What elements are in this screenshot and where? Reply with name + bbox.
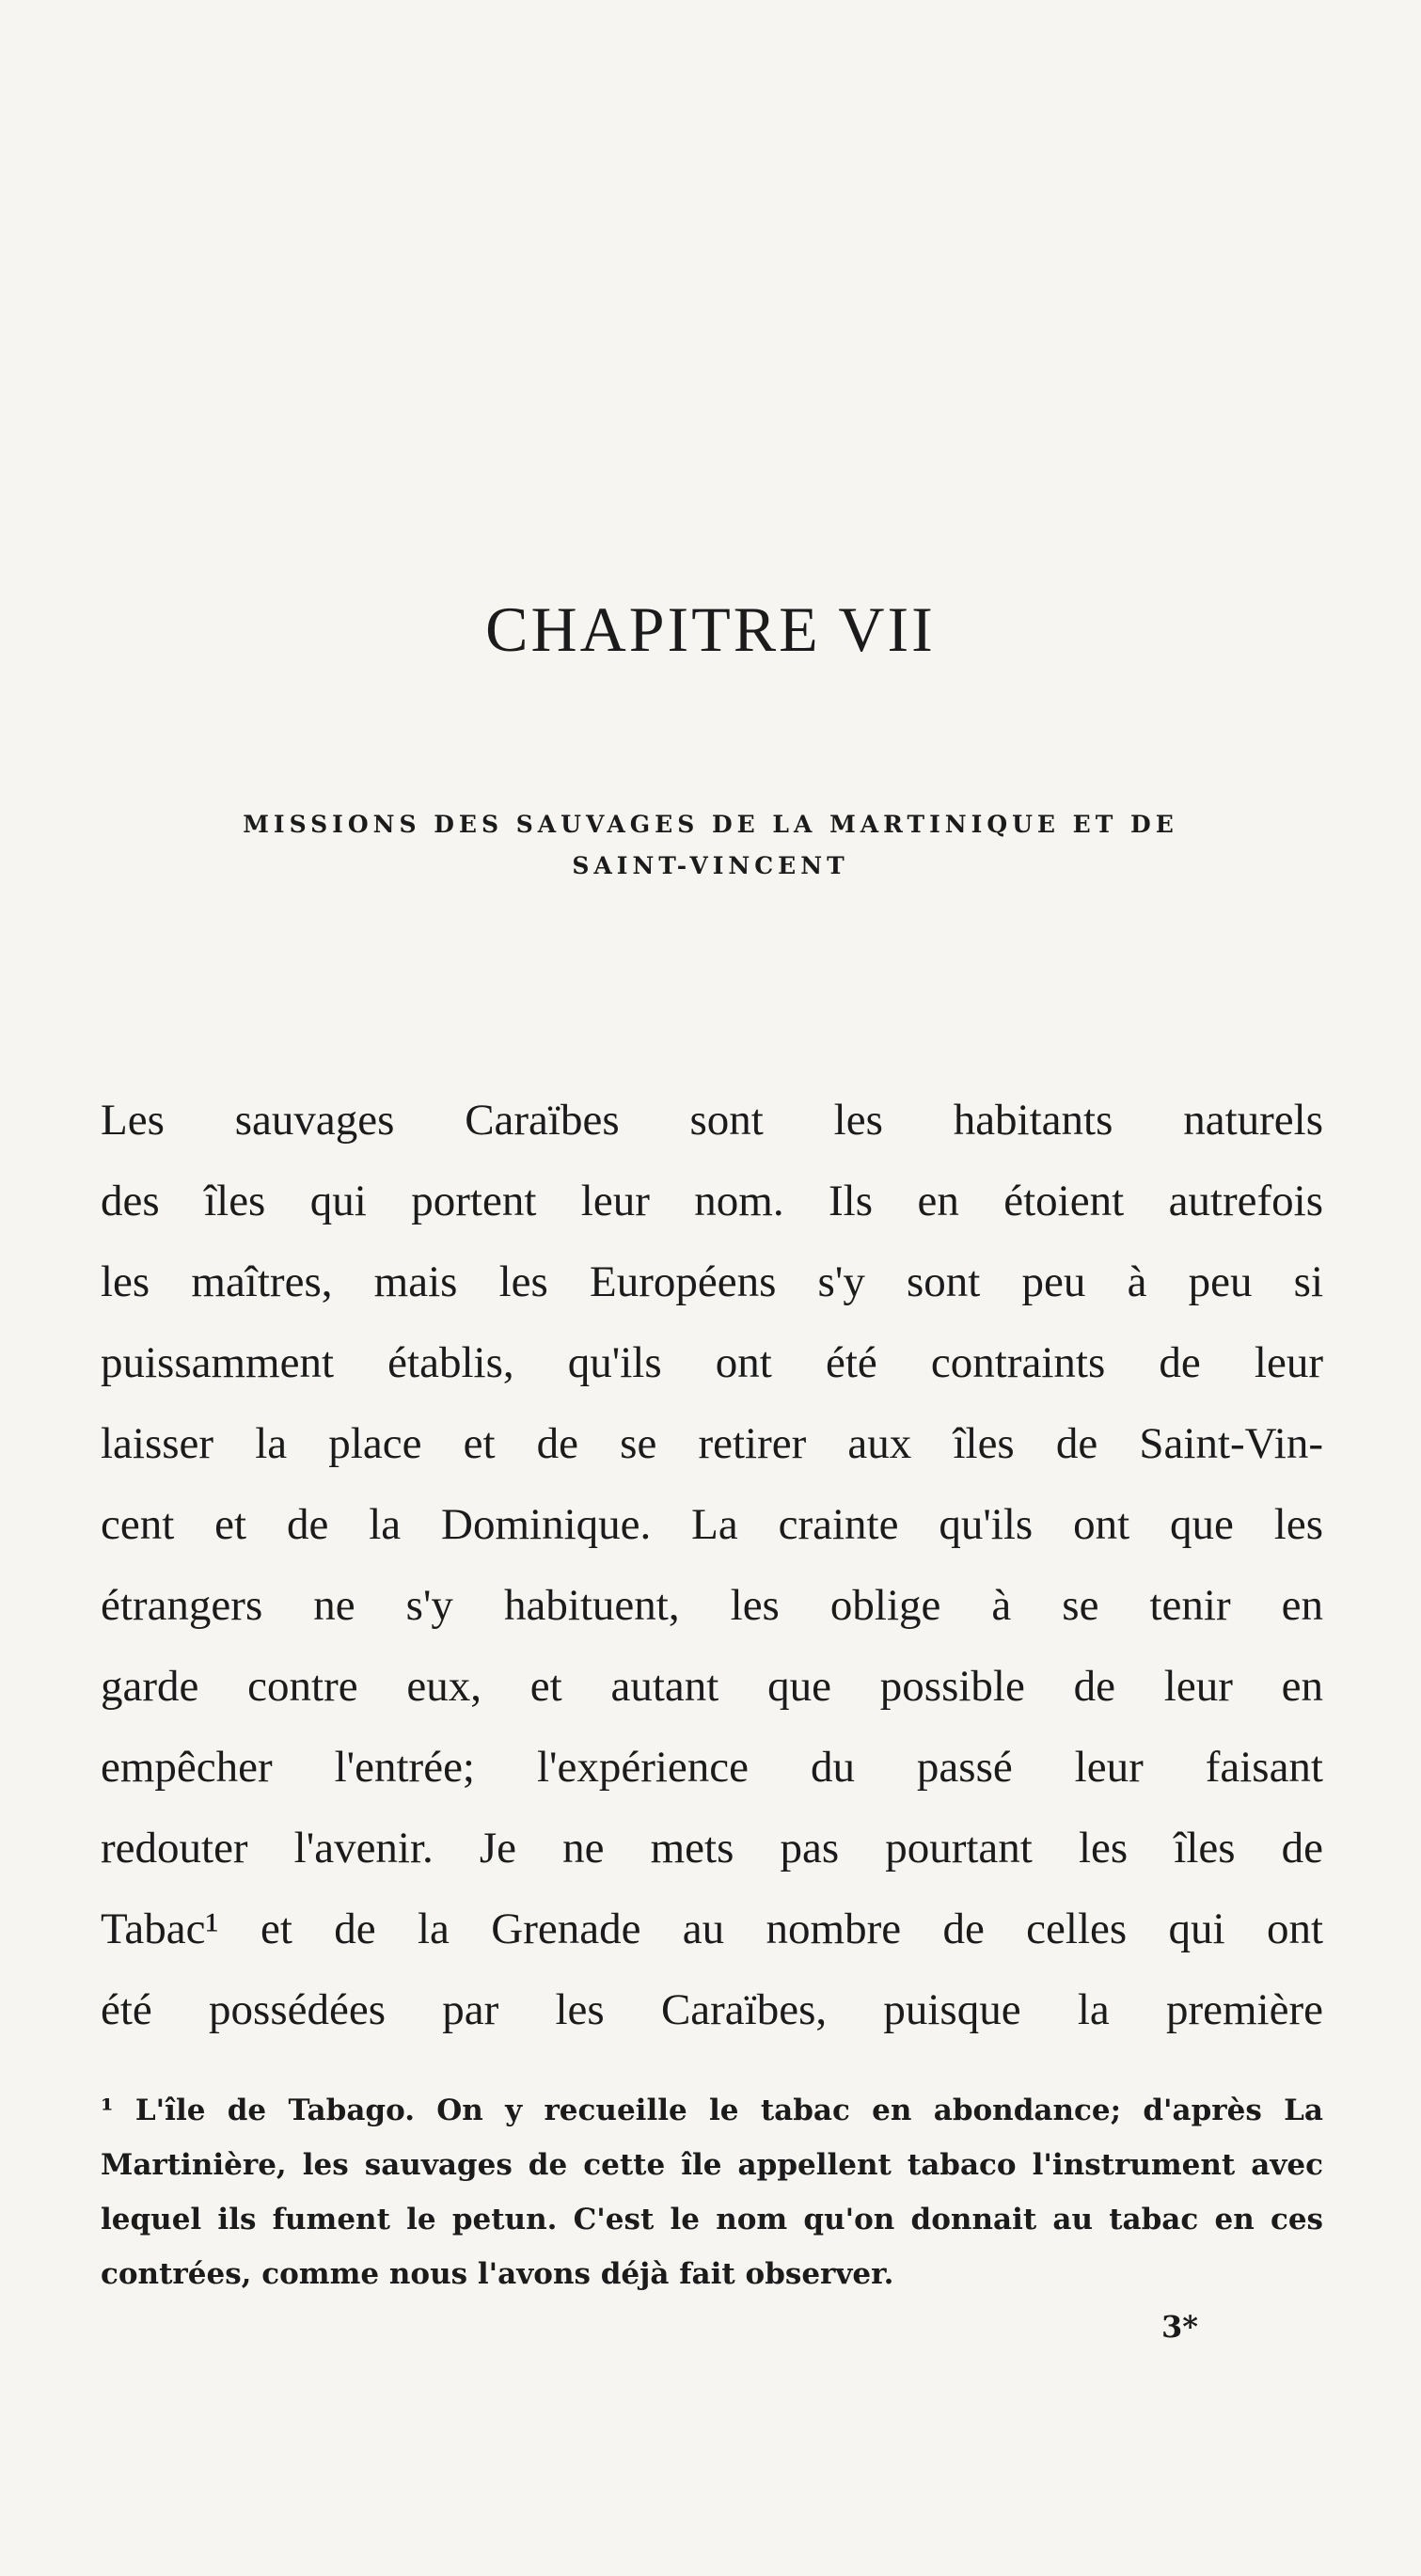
footnote-line: lequel ils fument le petun. C'est le nom qu'on donnait au tabac en ces: [101, 2203, 1323, 2236]
body-line: les maîtres, mais les Européens s'y sont peu à peu si: [101, 1257, 1323, 1306]
body-line: cent et de la Dominique. La crainte qu'ils ont que les: [101, 1500, 1323, 1549]
chapter-subtitle-line: MISSIONS DES SAUVAGES DE LA MARTINIQUE ET DE: [243, 811, 1178, 838]
chapter-subtitle: [94, 804, 1327, 887]
body-line: garde contre eux, et autant que possible de leur en: [101, 1662, 1323, 1711]
chapter-title: CHAPITRE VII: [485, 593, 936, 665]
body-line: laisser la place et de se retirer aux îles de Saint-Vin-: [101, 1419, 1323, 1468]
body-line: Les sauvages Caraïbes sont les habitants naturels: [101, 1096, 1323, 1145]
chapter-subtitle-line: SAINT-VINCENT: [572, 852, 849, 879]
body-line: empêcher l'entrée; l'expérience du passé leur faisant: [101, 1743, 1323, 1792]
body-line: étrangers ne s'y habituent, les oblige à se tenir en: [101, 1581, 1323, 1630]
body-line: redouter l'avenir. Je ne mets pas pourtant les îles de: [101, 1824, 1323, 1873]
body-paragraph: [101, 1080, 1323, 2050]
body-line: été possédées par les Caraïbes, puisque la première: [101, 1985, 1323, 2034]
body-line: Tabac¹ et de la Grenade au nombre de celles qui ont: [101, 1904, 1323, 1953]
footnote-line: Martinière, les sauvages de cette île appellent tabaco l'instrument avec: [101, 2148, 1323, 2182]
footnote: [101, 2083, 1323, 2301]
body-line: des îles qui portent leur nom. Ils en étoient autrefois: [101, 1177, 1323, 1225]
footnote-line: ¹ L'île de Tabago. On y recueille le tabac en abondance; d'après La: [101, 2094, 1323, 2127]
footnote-line: contrées, comme nous l'avons déjà fait observer.: [101, 2257, 894, 2291]
body-line: puissamment établis, qu'ils ont été contraints de leur: [101, 1338, 1323, 1387]
signature-mark: 3*: [1161, 2309, 1198, 2345]
